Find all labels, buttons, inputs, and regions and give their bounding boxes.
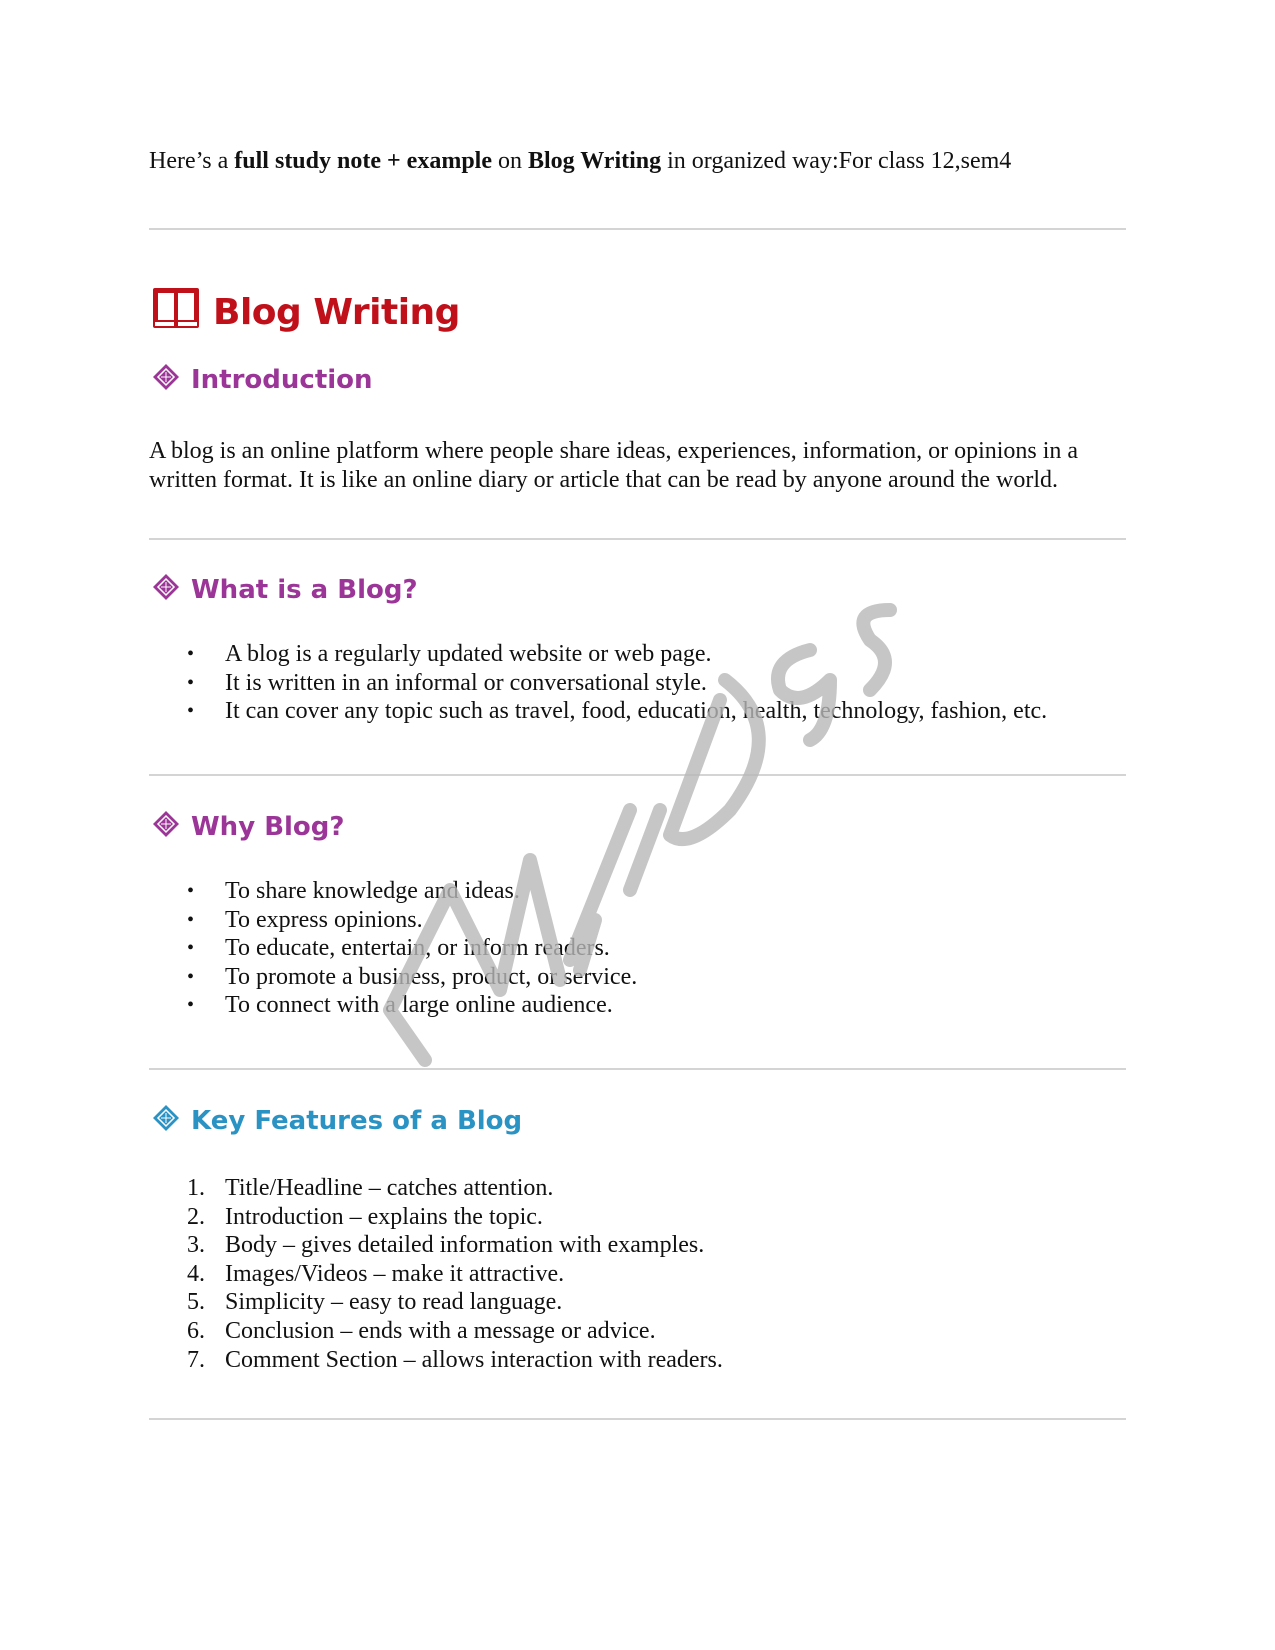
features-list bbox=[149, 1174, 723, 1374]
title-text: Blog Writing bbox=[213, 291, 460, 333]
divider bbox=[149, 1068, 1126, 1070]
list-item: 7. Comment Section – allows interaction with readers. bbox=[187, 1346, 723, 1373]
list-item: 3. Body – gives detailed information with examples. bbox=[187, 1232, 705, 1259]
list-item: 4. Images/Videos – make it attractive. bbox=[187, 1260, 565, 1287]
why-list bbox=[149, 877, 637, 1020]
heading-key-features bbox=[151, 1101, 522, 1141]
diamond-icon bbox=[151, 1103, 181, 1140]
list-item: 5. Simplicity – easy to read language. bbox=[187, 1289, 563, 1316]
list-item: • It can cover any topic such as travel, food, education, health, technology, fashion, etc. bbox=[149, 697, 1047, 726]
heading-what-is-a-blog bbox=[151, 570, 418, 610]
list-item: • To educate, entertain, or inform readers. bbox=[149, 934, 637, 963]
list-item-text: Comment Section – allows interaction with readers. bbox=[225, 1346, 723, 1373]
list-item: 6. Conclusion – ends with a message or advice. bbox=[187, 1317, 656, 1344]
list-item-text: Images/Videos – make it attractive. bbox=[225, 1260, 565, 1287]
intro-text: in organized way:For class 12,sem4 bbox=[661, 148, 1012, 174]
divider bbox=[149, 774, 1126, 776]
list-item: 1. Title/Headline – catches attention. bbox=[187, 1175, 554, 1201]
heading-text: What is a Blog? bbox=[191, 575, 418, 605]
diamond-icon bbox=[151, 572, 181, 609]
divider bbox=[149, 1418, 1126, 1420]
divider bbox=[149, 228, 1126, 230]
intro-line bbox=[149, 146, 1011, 176]
open-book-icon bbox=[151, 286, 201, 339]
introduction-paragraph: A blog is an online platform where people share ideas, experiences, information, or opinions in a written format. It is like an online diary or article that can be read by anyone around the world. bbox=[149, 438, 1079, 493]
list-item: • To connect with a large online audience. bbox=[149, 991, 637, 1020]
heading-text: Introduction bbox=[191, 365, 373, 395]
list-item: • To promote a business, product, or service. bbox=[149, 963, 637, 992]
list-item-text: Conclusion – ends with a message or advice. bbox=[225, 1317, 656, 1344]
heading-text: Key Features of a Blog bbox=[191, 1106, 523, 1136]
intro-text: on bbox=[491, 148, 528, 174]
diamond-icon bbox=[151, 809, 181, 846]
heading-why-blog bbox=[151, 807, 344, 847]
list-item-text: Body – gives detailed information with examples. bbox=[225, 1232, 705, 1259]
list-item: • To express opinions. bbox=[149, 906, 637, 935]
what-is-list bbox=[149, 640, 1047, 726]
heading-introduction bbox=[151, 360, 373, 400]
intro-bold-topic: Blog Writing bbox=[527, 148, 662, 174]
divider bbox=[149, 538, 1126, 540]
list-item-text: Simplicity – easy to read language. bbox=[225, 1289, 563, 1316]
list-item: • It is written in an informal or conversational style. bbox=[149, 669, 1047, 698]
intro-bold-study-note: full study note + example bbox=[234, 148, 492, 174]
intro-text: Here’s a bbox=[149, 148, 235, 174]
list-item: • To share knowledge and ideas. bbox=[149, 877, 637, 906]
diamond-icon bbox=[151, 362, 181, 399]
list-item: • A blog is a regularly updated website or web page. bbox=[149, 640, 1047, 669]
list-item-text: Title/Headline – catches attention. bbox=[225, 1175, 554, 1201]
page-title bbox=[151, 286, 460, 338]
heading-text: Why Blog? bbox=[191, 812, 345, 842]
list-item: 2. Introduction – explains the topic. bbox=[187, 1203, 543, 1230]
list-item-text: Introduction – explains the topic. bbox=[225, 1203, 543, 1230]
